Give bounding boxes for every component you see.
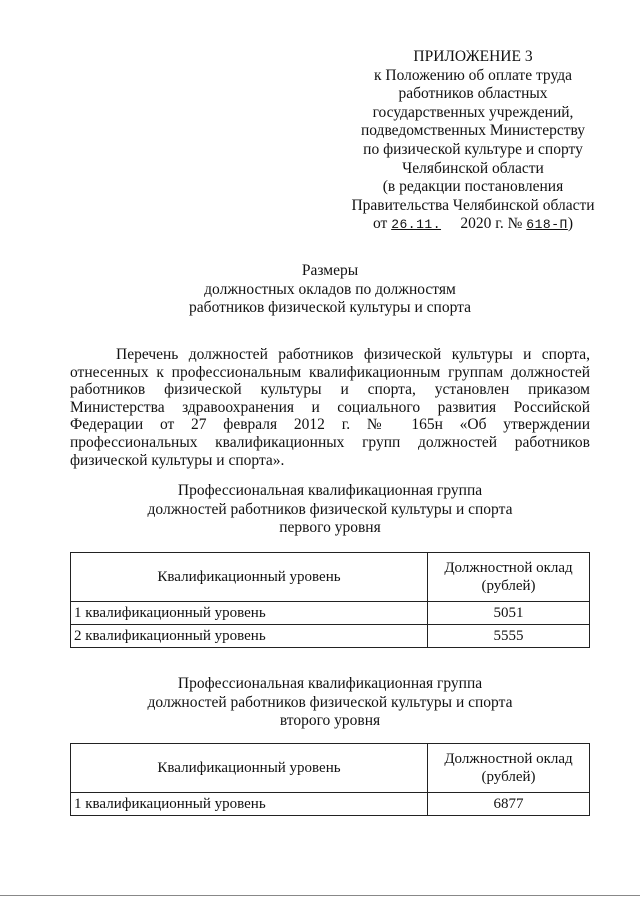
date-prefix: от	[373, 215, 392, 233]
group-heading-line: Профессиональная квалификационная группа	[177, 482, 483, 499]
level-cell: 1 квалификационный уровень	[71, 793, 428, 816]
number-value: 618-П	[526, 217, 568, 233]
salary-table-1	[70, 552, 590, 648]
header-salary-unit: (рублей)	[481, 578, 536, 594]
title-line: работников физической культуры и спорта	[189, 299, 471, 317]
group-heading-1	[70, 482, 590, 538]
header-salary	[428, 744, 590, 793]
appendix-line: Челябинской области	[402, 159, 544, 177]
group-heading-line: второго уровня	[279, 712, 381, 730]
table-row	[71, 793, 590, 816]
header-salary-unit: (рублей)	[481, 769, 536, 785]
intro-paragraph: Перечень должностей работников физической культуры и спорта, отнесенных к профессиональным квалификационным группам должностей работников физической культуры и спорта, установлен приказом Министерства здравоохранения и социального развития Российской Федерации от 27 февраля 2012 г. № 165н «Об утверждении профессиональных квалификационных групп должностей работников физической культуры и спорта».	[70, 346, 590, 469]
salary-cell: 6877	[428, 793, 590, 816]
level-cell: 1 квалификационный уровень	[71, 602, 428, 625]
appendix-line: по физической культуре и спорту	[363, 140, 583, 158]
table-row	[71, 625, 590, 648]
salary-cell: 5051	[428, 602, 590, 625]
header-salary-line: Должностной оклад	[444, 560, 573, 576]
group-heading-line: Профессиональная квалификационная группа	[177, 675, 483, 692]
table-header-row	[71, 553, 590, 602]
date-suffix: )	[567, 215, 573, 233]
header-salary-line: Должностной оклад	[444, 751, 573, 767]
group-heading-line: должностей работников физической культуры и спорта	[147, 500, 513, 518]
appendix-line: Правительства Челябинской области	[351, 196, 595, 214]
page-bottom-rule	[0, 895, 640, 896]
appendix-line: подведомственных Министерству	[360, 122, 586, 140]
level-cell: 2 квалификационный уровень	[71, 625, 428, 648]
header-salary	[428, 553, 590, 602]
title-line: должностных окладов по должностям	[204, 280, 456, 298]
appendix-date-line	[330, 215, 616, 235]
table-header-row	[71, 744, 590, 793]
appendix-block	[330, 48, 616, 235]
document-title	[70, 262, 590, 318]
appendix-line: государственных учреждений,	[372, 103, 574, 121]
appendix-line: (в редакции постановления	[382, 178, 564, 196]
appendix-line: работников областных	[398, 85, 548, 103]
group-heading-line: первого уровня	[279, 519, 381, 537]
group-heading-line: должностей работников физической культуры и спорта	[147, 693, 513, 711]
title-line: Размеры	[301, 262, 359, 279]
appendix-title: ПРИЛОЖЕНИЕ 3	[413, 48, 533, 65]
header-level: Квалификационный уровень	[71, 744, 428, 793]
table-row	[71, 602, 590, 625]
date-year: 2020 г. №	[460, 215, 527, 233]
header-level: Квалификационный уровень	[71, 553, 428, 602]
appendix-line: к Положению об оплате труда	[373, 66, 573, 84]
group-heading-2	[70, 675, 590, 731]
salary-table-2	[70, 743, 590, 816]
salary-cell: 5555	[428, 625, 590, 648]
date-value: 26.11.	[391, 217, 442, 233]
